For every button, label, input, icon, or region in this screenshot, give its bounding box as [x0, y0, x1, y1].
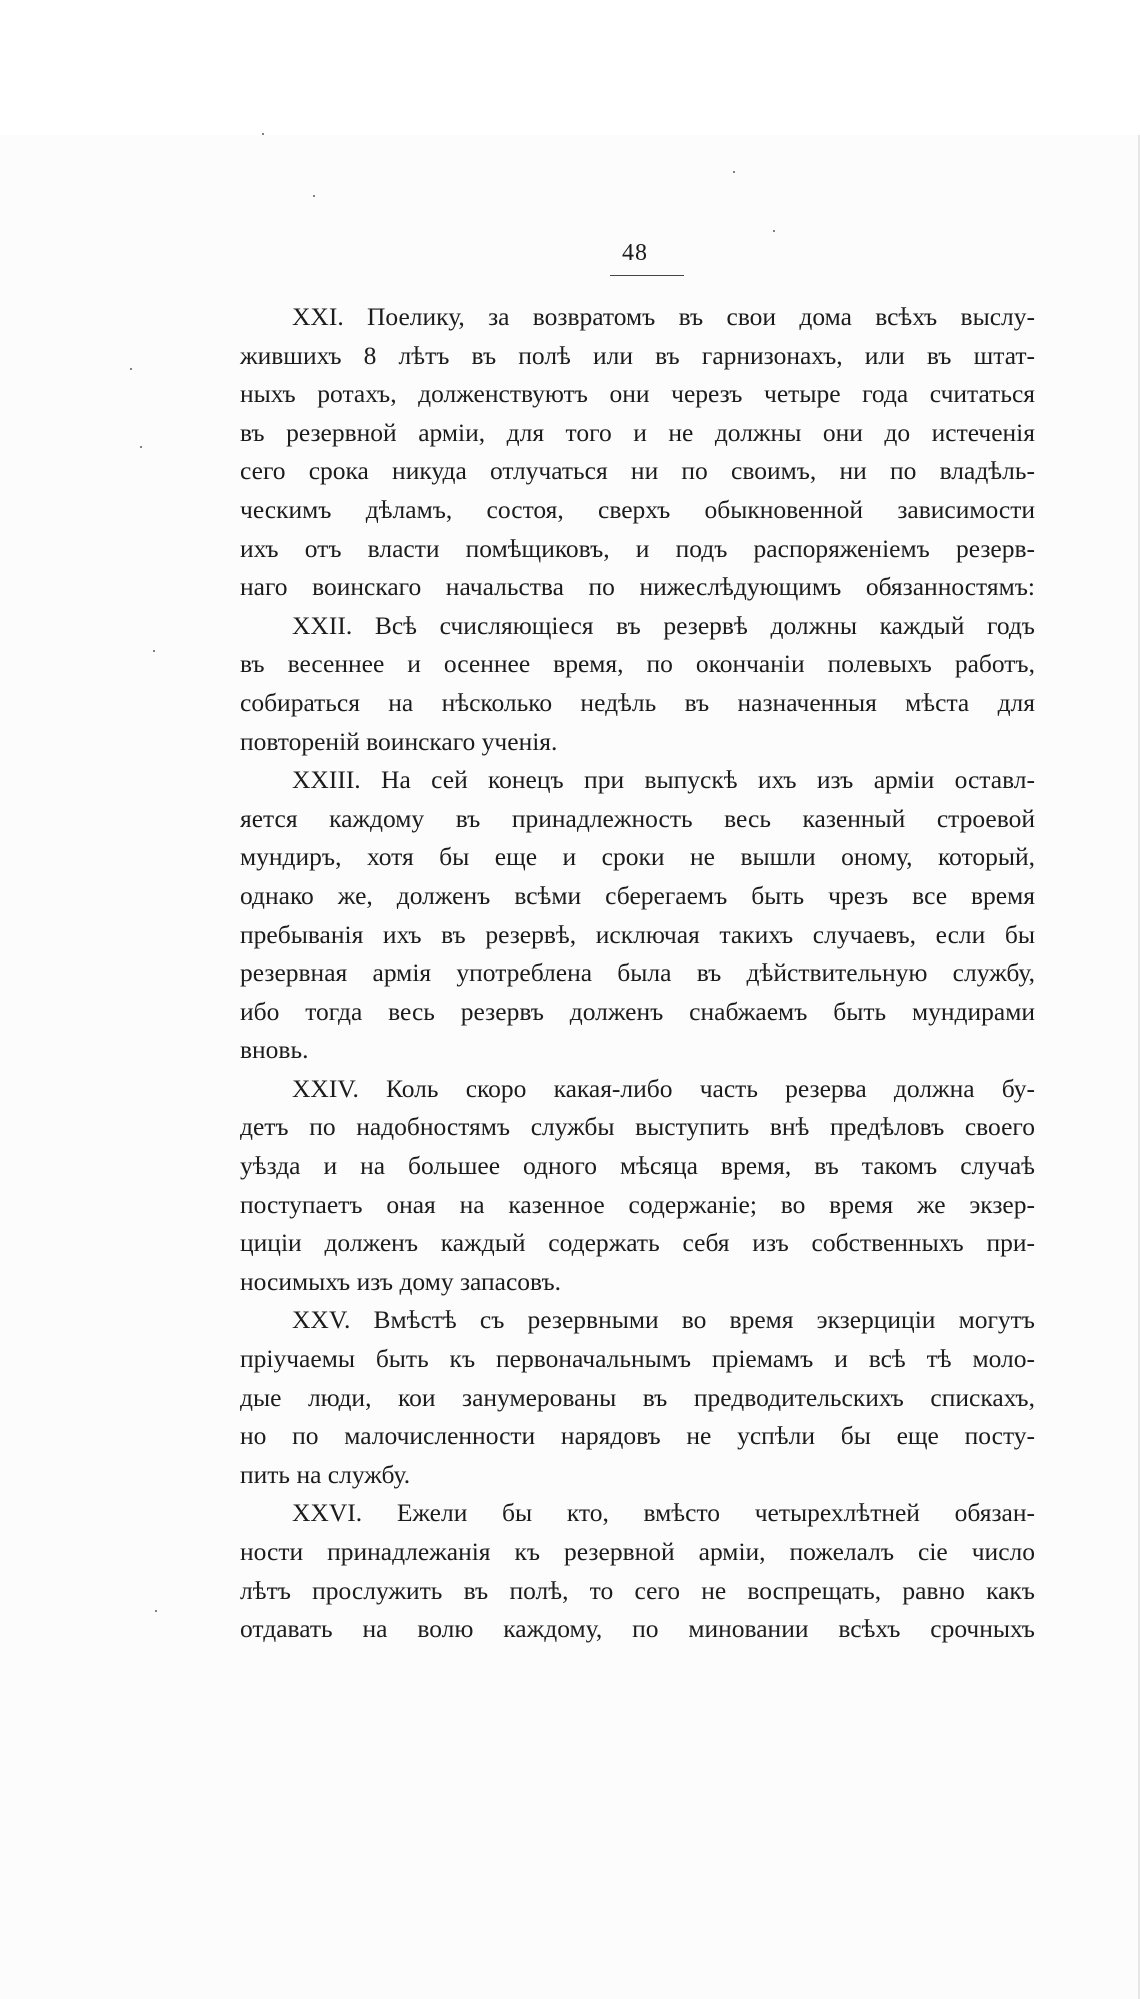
scan-speck [773, 230, 775, 232]
text-line: въ резервной арміи, для того и не должны они до истеченія [240, 417, 1035, 447]
text-line: пребыванія ихъ въ резервѣ, исключая такихъ случаевъ, если бы [240, 919, 1035, 949]
text-line: XXIV. Коль скоро какая-либо часть резерва должна бу- [292, 1073, 1035, 1103]
text-line: XXIII. На сей конецъ при выпускѣ ихъ изъ арміи оставл- [292, 765, 1035, 795]
scan-speck [733, 171, 735, 173]
text-line: лѣтъ прослужить въ полѣ, то сего не воспрещать, равно какъ [240, 1575, 1035, 1605]
text-line: ныхъ ротахъ, долженствуютъ они черезъ четыре года считаться [240, 379, 1035, 409]
text-line: въ весеннее и осеннее время, по окончаніи полевыхъ работъ, [240, 649, 1035, 679]
text-line: вновь. [240, 1035, 309, 1065]
body-text [240, 298, 1035, 1649]
page-number: 48 [622, 240, 648, 266]
scan-speck [155, 1610, 157, 1612]
text-line: ихъ отъ власти помѣщиковъ, и подъ распоряженіемъ резерв- [240, 533, 1035, 563]
article-xxi [240, 298, 1035, 607]
text-line: XXV. Вмѣстѣ съ резервными во время экзерциціи могутъ [292, 1305, 1035, 1335]
text-line: XXVI. Ежели бы кто, вмѣсто четырехлѣтней обязан- [292, 1498, 1035, 1528]
text-line: пить на службу. [240, 1459, 411, 1489]
text-line: собираться на нѣсколько недѣль въ назначенныя мѣста для [240, 687, 1035, 717]
text-line: ческимъ дѣламъ, состоя, сверхъ обыкновенной зависимости [240, 494, 1035, 524]
article-xxii [240, 607, 1035, 761]
text-line: XXII. Всѣ счисляющіеся въ резервѣ должны каждый годъ [292, 610, 1035, 640]
text-line: сего срока никуда отлучаться ни по своимъ, ни по владѣль- [240, 456, 1035, 486]
text-line: уѣзда и на большее одного мѣсяца время, въ такомъ случаѣ [240, 1151, 1035, 1181]
text-line: ности принадлежанія къ резервной арміи, пожелалъ сіе число [240, 1537, 1035, 1566]
text-line: ибо тогда весь резервъ долженъ снабжаемъ быть мундирами [240, 996, 1035, 1026]
text-line: резервная армія употреблена была въ дѣйствительную службу, [240, 958, 1035, 988]
article-xxv [240, 1301, 1035, 1494]
text-line: XXI. Поелику, за возвратомъ въ свои дома всѣхъ выслу- [292, 302, 1035, 331]
scan-speck [130, 368, 132, 370]
text-line: детъ по надобностямъ службы выступить внѣ предѣловъ своего [240, 1112, 1035, 1142]
text-line: носимыхъ изъ дому запасовъ. [240, 1266, 562, 1296]
page-number-rule [610, 275, 684, 276]
scan-speck [140, 446, 142, 448]
article-xxiii [240, 761, 1035, 1070]
scan-speck [153, 650, 155, 652]
scan-speck [262, 133, 264, 135]
scan-speck [313, 195, 315, 197]
text-line: отдавать на волю каждому, по миновании всѣхъ срочныхъ [240, 1614, 1035, 1644]
article-xxvi [240, 1494, 1035, 1648]
text-line: повтореній воинскаго ученія. [240, 726, 558, 756]
text-line: яется каждому въ принадлежность весь казенный строевой [240, 803, 1035, 833]
text-line: пріучаемы быть къ первоначальнымъ пріемамъ и всѣ тѣ моло- [240, 1344, 1035, 1374]
text-line: однако же, долженъ всѣми сберегаемъ быть чрезъ все время [240, 880, 1035, 910]
text-line: дые люди, кои занумерованы въ предводительскихъ спискахъ, [240, 1382, 1035, 1412]
text-line: наго воинскаго начальства по нижеслѣдующимъ обязанностямъ: [240, 572, 1035, 602]
text-line: но по малочисленности нарядовъ не успѣли бы еще посту- [240, 1421, 1035, 1451]
scan-top-margin [0, 0, 1140, 135]
text-line: циціи долженъ каждый содержать себя изъ собственныхъ при- [240, 1228, 1035, 1258]
text-line: мундиръ, хотя бы еще и сроки не вышли оному, который, [240, 842, 1035, 872]
text-line: жившихъ 8 лѣтъ въ полѣ или въ гарнизонахъ, или въ штат- [240, 340, 1035, 370]
article-xxiv [240, 1070, 1035, 1302]
text-line: поступаетъ оная на казенное содержаніе; во время же экзер- [240, 1189, 1035, 1219]
